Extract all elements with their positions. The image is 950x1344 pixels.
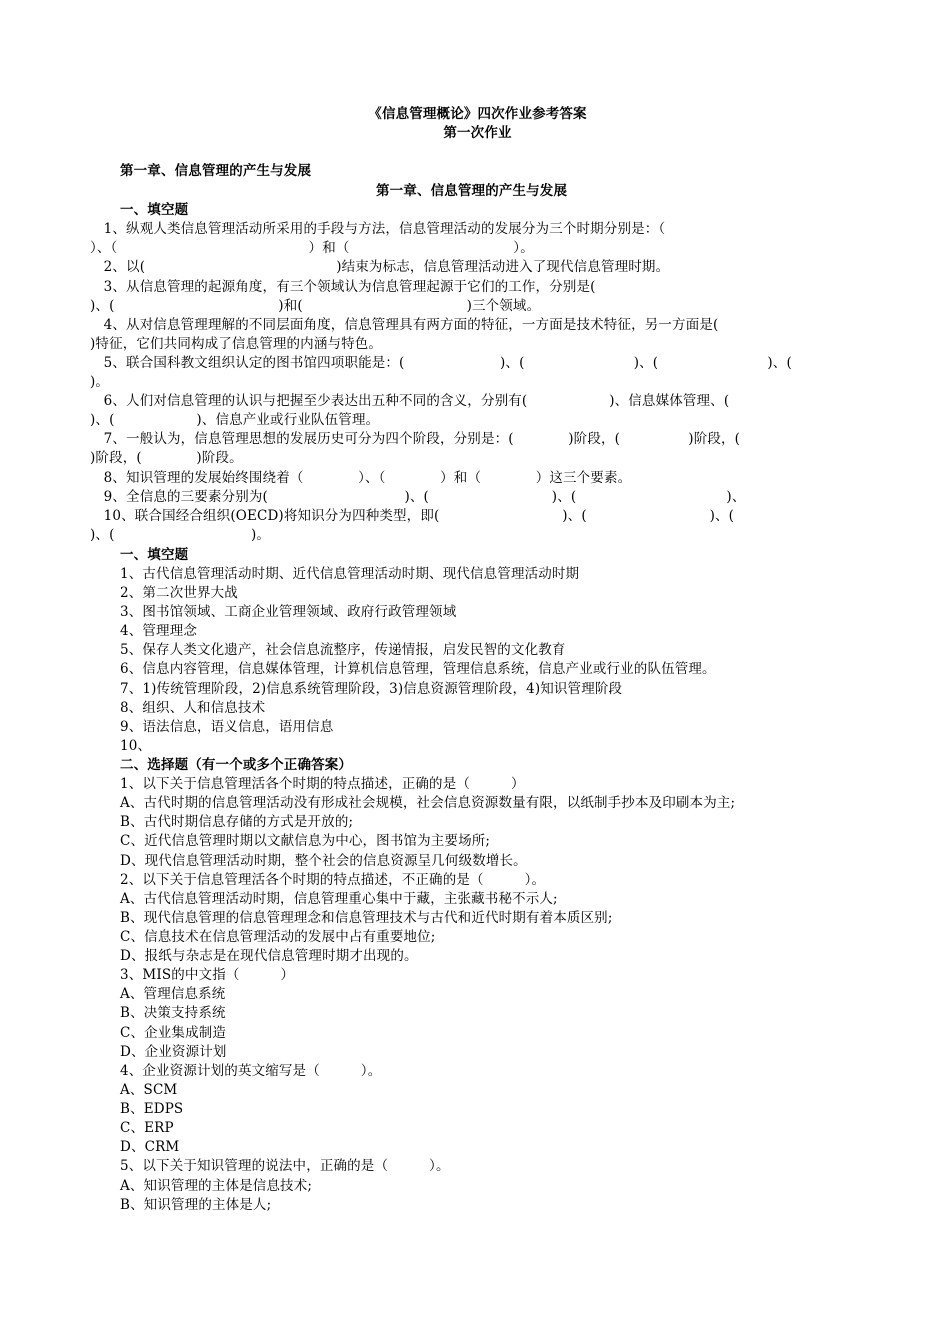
choice-line: 5、以下关于知识管理的说法中，正确的是（ ）。 [120, 1158, 450, 1174]
document-title: 《信息管理概论》四次作业参考答案 [368, 106, 587, 122]
answer-line: 9、语法信息，语义信息，语用信息 [120, 719, 334, 735]
choice-line: B、决策支持系统 [120, 1005, 226, 1021]
choice-section-heading: 二、选择题（有一个或多个正确答案） [120, 757, 353, 773]
question-line: )。 [90, 374, 110, 390]
question-line: 2、以( )结束为标志，信息管理活动进入了现代信息管理时期。 [90, 259, 670, 275]
question-line: 4、从对信息管理理解的不同层面角度，信息管理具有两方面的特征，一方面是技术特征，另一方面是( [90, 317, 719, 333]
question-line: )、( )。 [90, 527, 271, 543]
question-line: )阶段，( )阶段。 [90, 450, 243, 466]
choice-line: A、古代时期的信息管理活动没有形成社会规模，社会信息资源数量有限，以纸制手抄本及印刷本为主; [120, 795, 736, 811]
question-line: ）、（ ）和（ ）。 [90, 240, 534, 256]
answer-line: 7、1)传统管理阶段，2)信息系统管理阶段，3)信息资源管理阶段，4)知识管理阶段 [120, 681, 623, 697]
answer-line: 2、第二次世界大战 [120, 585, 238, 601]
question-line: 8、知识管理的发展始终围绕着（ ）、（ ）和（ ）这三个要素。 [90, 470, 632, 486]
question-line: )、( )和( )三个领域。 [90, 298, 541, 314]
answer-line: 1、古代信息管理活动时期、近代信息管理活动时期、现代信息管理活动时期 [120, 566, 580, 582]
chapter-heading-repeat: 第一章、信息管理的产生与发展 [376, 183, 568, 199]
fill-section-heading: 一、填空题 [120, 202, 189, 218]
choice-line: C、近代信息管理时期以文献信息为中心，图书馆为主要场所; [120, 833, 491, 849]
choice-line: C、企业集成制造 [120, 1025, 227, 1041]
answer-line: 3、图书馆领域、工商企业管理领域、政府行政管理领域 [120, 604, 457, 620]
answer-line: 10、 [120, 738, 152, 754]
question-line: )特征，它们共同构成了信息管理的内涵与特色。 [90, 336, 383, 352]
answer-line: 4、管理理念 [120, 623, 197, 639]
choice-line: C、ERP [120, 1120, 174, 1136]
question-line: 3、从信息管理的起源角度，有三个领域认为信息管理起源于它们的工作，分别是( [90, 279, 596, 295]
answers-heading: 一、填空题 [120, 547, 189, 563]
choice-line: 3、MIS的中文指（ ） [120, 967, 295, 983]
question-line: 10、联合国经合组织(OECD)将知识分为四种类型，即( )、( )、( [90, 508, 735, 524]
question-line: )、( )、信息产业或行业队伍管理。 [90, 412, 380, 428]
choice-line: A、古代信息管理活动时期，信息管理重心集中于藏，主张藏书秘不示人; [120, 891, 558, 907]
question-line: 6、人们对信息管理的认识与把握至少表达出五种不同的含义，分别有( )、信息媒体管理、( [90, 393, 730, 409]
answer-line: 8、组织、人和信息技术 [120, 700, 266, 716]
choice-line: A、管理信息系统 [120, 986, 226, 1002]
answer-line: 6、信息内容管理，信息媒体管理，计算机信息管理，管理信息系统，信息产业或行业的队伍管理。 [120, 661, 716, 677]
choice-line: A、SCM [120, 1082, 178, 1098]
choice-line: B、知识管理的主体是人; [120, 1197, 272, 1213]
choice-line: D、企业资源计划 [120, 1044, 227, 1060]
choice-line: B、古代时期信息存储的方式是开放的; [120, 814, 354, 830]
question-line: 1、纵观人类信息管理活动所采用的手段与方法，信息管理活动的发展分为三个时期分别是：（ [90, 221, 666, 237]
choice-line: D、报纸与杂志是在现代信息管理时期才出现的。 [120, 948, 418, 964]
question-line: 7、一般认为，信息管理思想的发展历史可分为四个阶段，分别是：( )阶段，( )阶段，( [90, 431, 741, 447]
choice-line: 2、以下关于信息管理活各个时期的特点描述，不正确的是（ ）。 [120, 872, 546, 888]
question-line: 9、全信息的三要素分别为( )、( )、( )、 [90, 489, 746, 505]
choice-line: 1、以下关于信息管理活各个时期的特点描述，正确的是（ ） [120, 776, 525, 792]
answer-line: 5、保存人类文化遗产，社会信息流整序，传递情报，启发民智的文化教育 [120, 642, 566, 658]
document-subtitle: 第一次作业 [443, 125, 512, 141]
choice-line: B、现代信息管理的信息管理理念和信息管理技术与古代和近代时期有着本质区别; [120, 910, 613, 926]
choice-line: A、知识管理的主体是信息技术; [120, 1178, 313, 1194]
choice-line: D、现代信息管理活动时期，整个社会的信息资源呈几何级数增长。 [120, 853, 527, 869]
question-line: 5、联合国科教文组织认定的图书馆四项职能是：( )、( )、( )、( [90, 355, 792, 371]
choice-line: C、信息技术在信息管理活动的发展中占有重要地位; [120, 929, 436, 945]
choice-line: 4、企业资源计划的英文缩写是（ ）。 [120, 1063, 382, 1079]
choice-line: D、CRM [120, 1139, 180, 1155]
chapter-heading: 第一章、信息管理的产生与发展 [120, 163, 312, 179]
choice-line: B、EDPS [120, 1101, 184, 1117]
